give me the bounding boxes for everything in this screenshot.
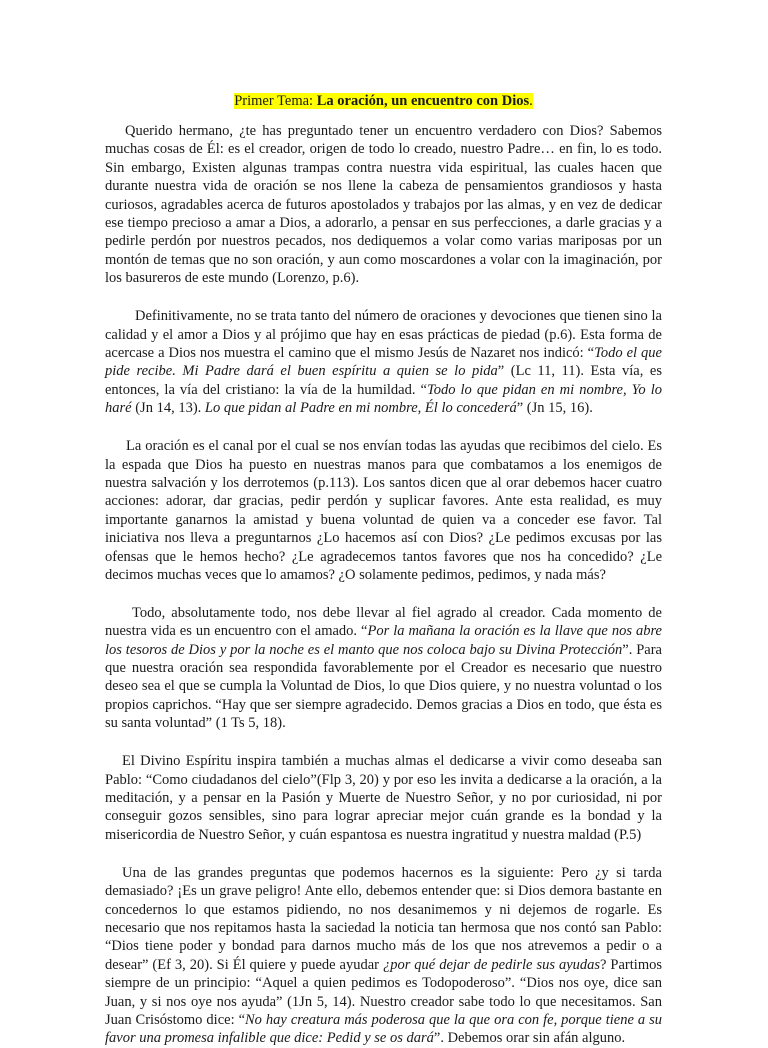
text-run: ” (Jn 15, 16). <box>516 400 593 417</box>
italic-quote: No hay creatura más poderosa que la que ora con fe, porque tiene a su favor una promesa infalible que dice: Pedid y se os dará <box>105 1011 662 1047</box>
italic-quote: Todo el que pide recibe. Mi Padre dará el buen espíritu a quien se lo pida <box>105 344 662 380</box>
text-run: ”. Para que nuestra oración sea respondida favorablemente por el Creador es necesario que nuestro deseo sea el que se cumpla la Voluntad de Dios, lo que Dios quiere, y no nuestra voluntad o los propios caprichos. “Hay que ser siempre agradecido. Demos gracias a Dios en todo, que ésta es su santa voluntad” (1 Ts 5, 18). <box>105 641 662 732</box>
paragraph-1 <box>105 122 662 288</box>
document-title <box>105 92 662 110</box>
title-suffix: . <box>529 93 533 109</box>
paragraph-4 <box>105 604 662 733</box>
text-run: Querido hermano, ¿te has preguntado tener un encuentro verdadero con Dios? Sabemos muchas cosas de Él: es el creador, origen de todo lo creado, nuestro Padre… en fin, lo es todo. Sin embargo, Existen algunas trampas contra nuestra vida espiritual, las cuales hacen que durante nuestra vida de oración se nos llene la cabeza de pensamientos grandiosos y hasta curiosos, agradables acerca de futuros apostolados y trabajos por las almas, y en vez de dedicar ese tiempo precioso a amar a Dios, a adorarlo, a pensar en sus perfecciones, a darle gracias y a pedirle perdón por nuestros pecados, nos dediquemos a volar como varias mariposas por un montón de temas que no son oración, y aun como moscardones a volar con la imaginación, por los basureros de este mundo (Lorenzo, p.6). <box>105 123 662 287</box>
italic-quote: Todo lo que pidan en mi nombre, Yo lo haré <box>105 381 663 417</box>
paragraph-3 <box>105 437 662 584</box>
text-run: (Jn 14, 13). <box>131 400 205 417</box>
text-run: Una de las grandes preguntas que podemos hacernos es la siguiente: Pero ¿y si tarda demasiado? ¡Es un grave peligro! Ante ello, debemos entender que: si Dios demora bastante en concedernos lo que estamos pidiendo, no nos desanimemos y ni dejemos de rogarle. Es necesario que nos repitamos hasta la saciedad la noticia tan hermosa que nos contó san Pablo: “Dios tiene poder y bondad para darnos mucho más de los que nos atrevemos a pedir o a desear” (Ef 3, 20). Si Él quiere y puede ayudar <box>105 864 662 973</box>
title-highlight <box>234 93 533 109</box>
italic-quote: Lo que pidan al Padre en mi nombre, Él lo concederá <box>204 400 517 417</box>
text-run: ” (Lc 11, 11). Esta vía, es entonces, la vía del cristiano: la vía de la humildad. “ <box>105 363 662 398</box>
text-run: El Divino Espíritu inspira también a muchas almas el dedicarse a vivir como deseaba san Pablo: “Como ciudadanos del cielo”(Flp 3, 20) y por eso les invita a dedicarse a la oración, a la meditación, y a pensar en la Pasión y Muerte de Nuestro Señor, y no por curiosidad, ni por conseguir gozos sensibles, sino para lograr apreciar mejor cuán grande es la bondad y la misericordia de Nuestro Señor, y cuán espantosa es nuestra ingratitud y nuestra maldad (P.5) <box>105 753 662 843</box>
text-run: La oración es el canal por el cual se nos envían todas las ayudas que recibimos del cielo. Es la espada que Dios ha puesto en nuestras manos para que combatamos a los enemigos de nuestra salvación y los derrotemos (p.113). Los santos dicen que al orar debemos hacer cuatro acciones: adorar, dar gracias, pedir perdón y suplicar favores. Ante esta realidad, es muy importante ganarnos la amistad y buena voluntad de quien va a conceder ese favor. Tal iniciativa nos lleva a preguntarnos ¿Lo hacemos así con Dios? ¿Le pedimos excusas por las ofensas que le hemos hecho? ¿Le agradecemos tantos favores que nos ha concedido? ¿Le decimos muchas veces que lo amamos? ¿O solamente pedimos, pedimos, y nada más? <box>105 438 662 583</box>
italic-quote: ¿por qué dejar de pedirle sus ayudas <box>382 956 601 973</box>
text-run: Definitivamente, no se trata tanto del número de oraciones y devociones que tienen sino la calidad y el amor a Dios y al prójimo que hay en esas prácticas de piedad (p.6). Esta forma de acercase a Dios nos muestra el camino que el mismo Jesús de Nazaret nos indicó: “ <box>105 308 662 361</box>
text-run: Todo, absolutamente todo, nos debe llevar al fiel agrado al creador. Cada momento de nuestra vida es un encuentro con el amado. “ <box>105 604 662 640</box>
italic-quote: Por la mañana la oración es la llave que nos abre los tesoros de Dios y por la noche es el manto que nos coloca bajo su Divina Protección <box>105 623 662 658</box>
text-run: ? Partimos siempre de un principio: “Aquel a quien pedimos es Todopoderoso”. “Dios nos oye, dice san Juan, y si nos oye nos ayuda” (1Jn 5, 14). Nuestro creador sabe todo lo que necesitamos. San Juan Crisóstomo dice: “ <box>105 956 662 1028</box>
paragraph-6 <box>105 864 662 1048</box>
paragraph-2 <box>105 307 662 417</box>
title-main: La oración, un encuentro con Dios <box>316 93 530 109</box>
text-run: ”. Debemos orar sin afán alguno. <box>433 1030 626 1047</box>
title-prefix: Primer Tema: <box>234 93 317 109</box>
paragraph-5 <box>105 752 662 844</box>
